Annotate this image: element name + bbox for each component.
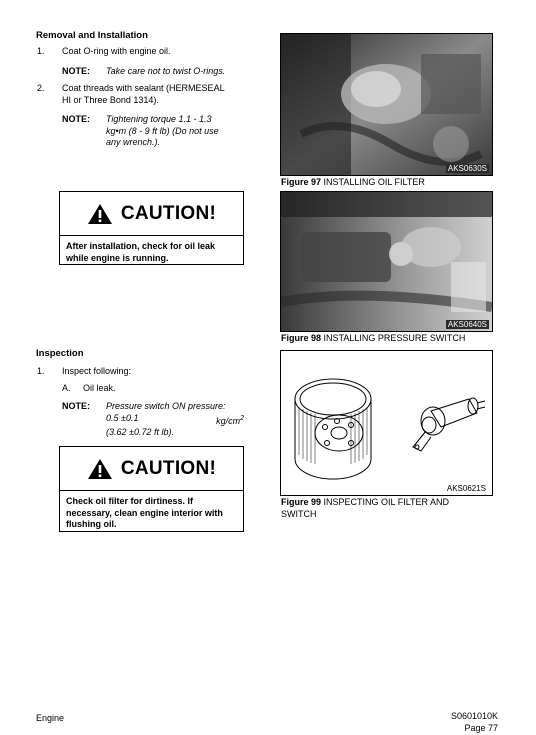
inspection-note-line1: Pressure switch ON pressure:: [106, 401, 226, 411]
caution-body: [60, 491, 243, 536]
figure-98-photo: [280, 191, 493, 332]
footer-section-name: Engine: [36, 713, 65, 723]
figure-98-label: Figure 98: [281, 333, 322, 343]
removal-note1-label: NOTE:: [62, 66, 90, 76]
inspection-note-value: 0.5 ±0.1: [106, 412, 139, 423]
oil-filter-install-photo-icon: [281, 34, 492, 175]
figure-99-drawing: [280, 350, 493, 496]
figure-98-code: AKS0640S: [447, 320, 487, 329]
oil-filter-and-switch-drawing-icon: [281, 351, 492, 495]
caution-header: [60, 447, 243, 491]
inspection-note-text: [106, 401, 244, 439]
removal-step2-text: [62, 83, 244, 106]
figure-97-code: AKS0630S: [447, 164, 487, 173]
removal-note2-line2: kg•m (8 - 9 ft lb) (Do not use: [106, 125, 219, 136]
removal-step1-text: Coat O-ring with engine oil.: [62, 46, 171, 56]
caution-box-installation: [59, 191, 244, 265]
removal-note2-line1: Tightening torque 1.1 - 1.3: [106, 114, 212, 124]
figure-97-title: INSTALLING OIL FILTER: [323, 177, 425, 187]
footer-doc-info: [451, 711, 498, 734]
figure-99-caption: [281, 497, 449, 520]
removal-section-title: Removal and Installation: [36, 30, 148, 41]
inspection-note-line3: (3.62 ±0.72 ft lb).: [106, 427, 174, 437]
figure-99-label: Figure 99: [281, 497, 322, 507]
figure-99-title-line1: INSPECTING OIL FILTER AND: [323, 497, 450, 507]
caution-title: CAUTION!: [120, 202, 217, 224]
removal-step2-line2: HI or Three Bond 1314).: [62, 94, 159, 105]
caution1-line2: while engine is running.: [66, 252, 169, 263]
removal-note2-text: [106, 114, 244, 149]
inspection-note-unit-text: kg/cm: [216, 415, 241, 426]
inspection-step1-text: Inspect following:: [62, 366, 132, 376]
removal-step1-number: 1.: [37, 46, 45, 56]
inspection-note-label: NOTE:: [62, 401, 90, 411]
caution2-line1: Check oil filter for dirtiness. If: [66, 496, 194, 506]
caution2-line3: flushing oil.: [66, 519, 117, 529]
footer-page-number: Page 77: [464, 722, 498, 733]
figure-99-title-line2: SWITCH: [281, 508, 317, 519]
figure-99-code: AKS0621S: [446, 484, 486, 493]
inspection-sub-a-label: A.: [62, 383, 71, 393]
removal-step2-line1: Coat threads with sealant (HERMESEAL: [62, 83, 225, 93]
warning-triangle-icon: [87, 458, 113, 480]
inspection-step1-number: 1.: [37, 366, 45, 376]
pressure-switch-install-photo-icon: [281, 192, 492, 331]
warning-triangle-icon: [87, 203, 113, 225]
figure-97-label: Figure 97: [281, 177, 322, 187]
caution1-line1: After installation, check for oil leak: [66, 241, 216, 251]
caution-box-inspection: [59, 446, 244, 532]
removal-note2-line3: any wrench.).: [106, 137, 161, 147]
inspection-note-unit: [216, 413, 244, 428]
removal-note2-label: NOTE:: [62, 114, 90, 124]
figure-97-photo: [280, 33, 493, 176]
footer-doc-code: S0601010K: [450, 711, 498, 721]
figure-98-title: INSTALLING PRESSURE SWITCH: [323, 333, 466, 343]
removal-step2-number: 2.: [37, 83, 45, 93]
caution-title: CAUTION!: [120, 457, 217, 479]
caution2-line2: necessary, clean engine interior with: [66, 507, 223, 518]
caution-body: [60, 236, 243, 269]
inspection-note-unit-sup: 2: [240, 414, 244, 422]
figure-97-caption: [281, 177, 425, 189]
inspection-section-title: Inspection: [36, 348, 84, 359]
removal-note1-text: Take care not to twist O-rings.: [106, 66, 226, 76]
inspection-note-line2: [106, 413, 244, 428]
inspection-sub-a-text: Oil leak.: [83, 383, 116, 393]
caution-header: [60, 192, 243, 236]
figure-98-caption: [281, 333, 465, 345]
